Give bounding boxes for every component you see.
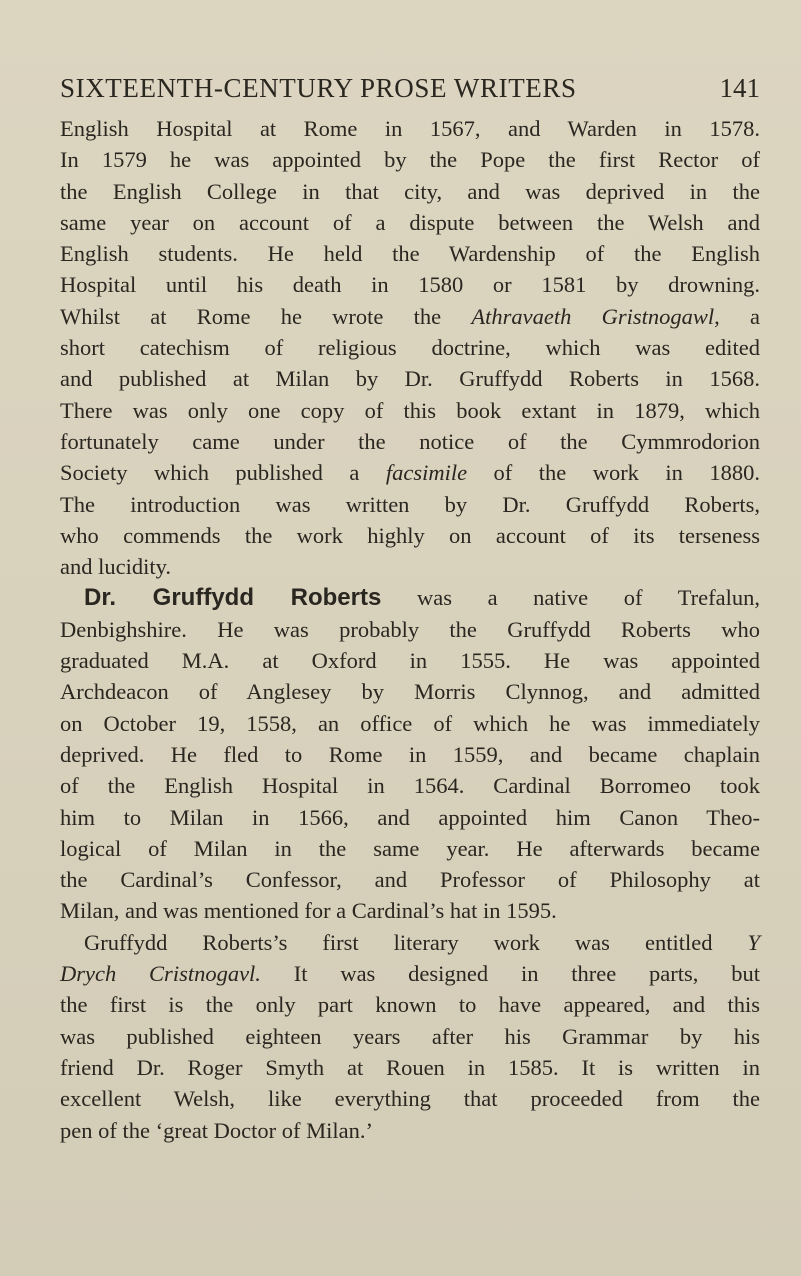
text-line: on October 19, 1558, an office of which he was immediately: [60, 710, 760, 736]
text-line: of the English Hospital in 1564. Cardinal Borromeo took: [60, 773, 760, 799]
text-line: graduated M.A. at Oxford in 1555. He was appointed: [60, 648, 760, 674]
text-line: English Hospital at Rome in 1567, and Warden in 1578.: [60, 116, 760, 141]
text-line: and published at Milan by Dr. Gruffydd Roberts in 1568.: [60, 366, 760, 392]
book-title-y: Y: [747, 929, 760, 955]
book-title-drych: Drych Cristnogavl.: [60, 961, 261, 987]
text-line: friend Dr. Roger Smyth at Rouen in 1585. It is written in: [60, 1054, 760, 1080]
text-line: Hospital until his death in 1580 or 1581 by drowning.: [60, 272, 760, 298]
text-line: Society which published a facsimile of the work in 1880.: [60, 460, 760, 486]
text-line: In 1579 he was appointed by the Pope the first Rector of: [60, 147, 760, 173]
text-line: same year on account of a dispute between the Welsh and: [60, 209, 760, 235]
body-text: [60, 113, 760, 1146]
text-line: English students. He held the Wardenship of the English: [60, 241, 760, 267]
text-line: excellent Welsh, like everything that proceeded from the: [60, 1086, 760, 1112]
text-line: the first is the only part known to have appeared, and this: [60, 992, 760, 1018]
text-line: the Cardinal’s Confessor, and Professor of Philosophy at: [60, 867, 760, 893]
text-line: who commends the work highly on account of its terseness: [60, 522, 760, 548]
text-line: The introduction was written by Dr. Gruffydd Roberts,: [60, 491, 760, 517]
text-line: Gruffydd Roberts’s first literary work was entitled Y: [84, 929, 760, 955]
text-line: Milan, and was mentioned for a Cardinal’s hat in 1595.: [60, 898, 557, 924]
text-line: short catechism of religious doctrine, which was edited: [60, 335, 760, 361]
text-line: Whilst at Rome he wrote the Athravaeth Gristnogawl, a: [60, 303, 760, 329]
page-number: 141: [719, 73, 760, 103]
text-line: and lucidity.: [60, 554, 172, 580]
paragraph: [60, 582, 760, 926]
text-line: There was only one copy of this book extant in 1879, which: [60, 397, 760, 423]
italic-facsimile: facsimile: [385, 460, 468, 486]
text-line: pen of the ‘great Doctor of Milan.’: [60, 1117, 374, 1143]
paragraph: [60, 113, 760, 582]
running-title: SIXTEENTH-CENTURY PROSE WRITERS: [60, 73, 577, 103]
text-line: was published eighteen years after his Grammar by his: [60, 1023, 760, 1049]
text-line: Drych Cristnogavl. It was designed in three parts, but: [60, 961, 760, 987]
paragraph: [60, 927, 760, 1146]
text-line: deprived. He fled to Rome in 1559, and became chaplain: [60, 741, 760, 767]
text-line: Dr. Gruffydd Roberts was a native of Trefalun,: [84, 584, 761, 612]
running-head: [60, 66, 760, 110]
text-line: Denbighshire. He was probably the Gruffydd Roberts who: [60, 616, 760, 642]
text-line: the English College in that city, and was deprived in the: [60, 178, 760, 204]
text-line: logical of Milan in the same year. He afterwards became: [60, 835, 760, 861]
text-line: him to Milan in 1566, and appointed him Canon Theo-: [60, 804, 760, 830]
text-line: fortunately came under the notice of the Cymmrodorion: [60, 428, 760, 454]
section-name-heading: Dr. Gruffydd Roberts: [84, 584, 382, 612]
book-title-athravaeth: Athravaeth Gristnogawl: [471, 303, 715, 329]
text-line: Archdeacon of Anglesey by Morris Clynnog, and admitted: [60, 679, 760, 705]
